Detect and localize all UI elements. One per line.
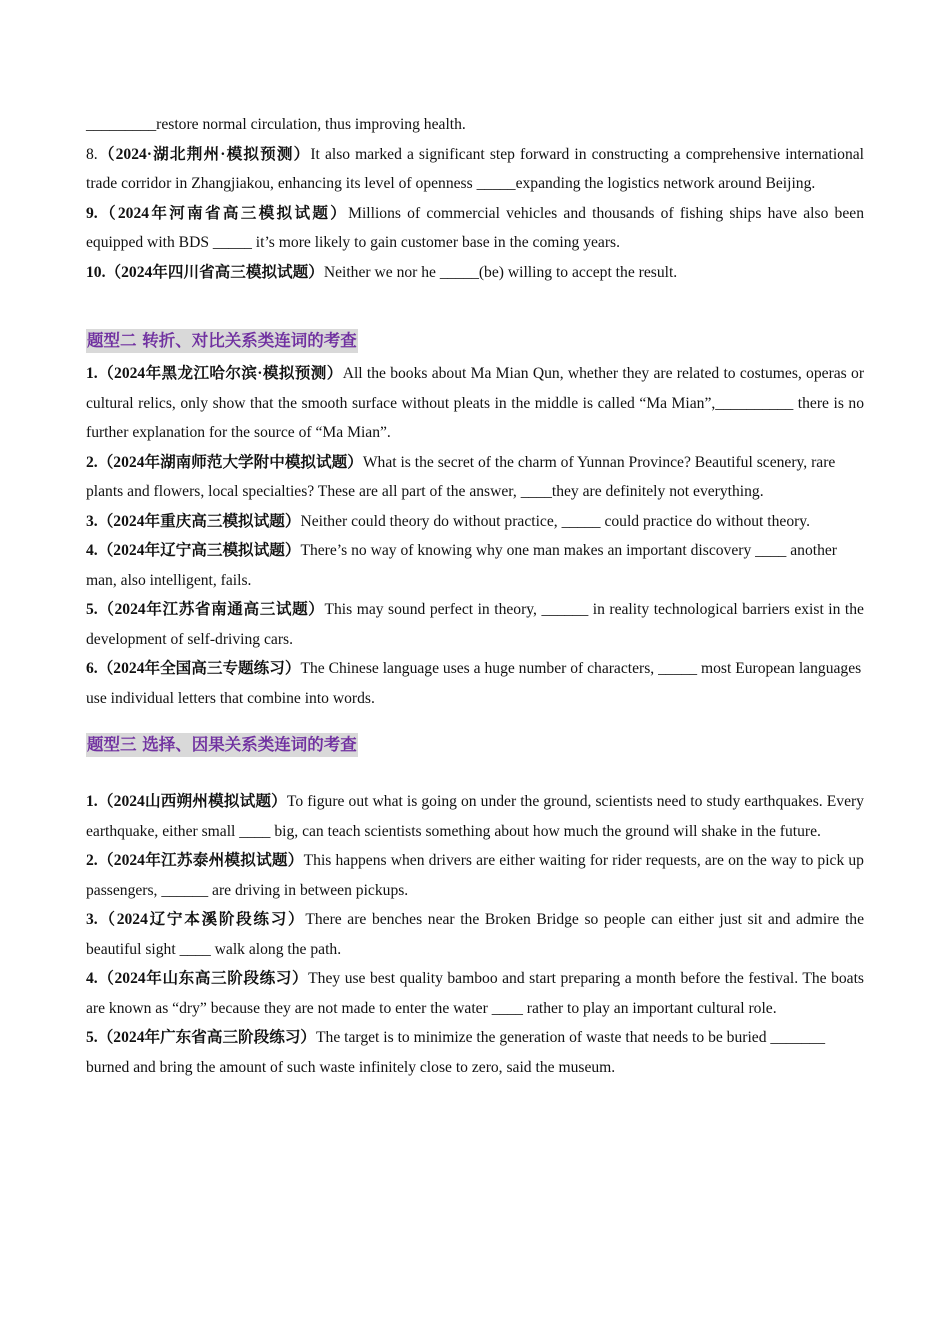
question-item — [86, 448, 864, 507]
question-item — [86, 964, 864, 1023]
question-item — [86, 905, 864, 964]
question-text: There are benches near the Broken Bridge so people can either just sit and admire the beautiful sight — [86, 911, 864, 958]
question-text: rather to play an important cultural role. — [522, 999, 777, 1017]
question-number: 4. — [86, 542, 98, 559]
question-source: （2024年河南省高三模拟试题） — [97, 204, 349, 222]
question-source: （2024年四川省高三模拟试题） — [105, 263, 324, 281]
answer-blank[interactable]: ____ — [239, 822, 271, 840]
question-text: The Chinese language uses a huge number of characters, — [300, 660, 659, 677]
question-source: （2024年全国高三专题练习） — [97, 660, 301, 677]
question-text: (be) willing to accept the result. — [478, 263, 678, 281]
answer-blank[interactable]: _____ — [476, 175, 516, 192]
question-number: 8. — [86, 145, 98, 163]
question-number: 5. — [86, 601, 98, 618]
answer-blank[interactable]: _____ — [561, 512, 601, 530]
answer-blank[interactable]: ____ — [179, 940, 211, 958]
answer-blank[interactable]: _______ — [770, 1029, 825, 1046]
question-number: 4. — [86, 970, 98, 987]
answer-blank[interactable]: ____ — [520, 483, 552, 500]
question-source: （2024·湖北荆州·模拟预测） — [97, 145, 311, 163]
question-text: burned and bring the amount of such waste infinitely close to zero, said the museum. — [86, 1058, 616, 1076]
question-item — [86, 536, 864, 595]
question-text: another man, also intelligent, fails. — [86, 542, 838, 589]
question-text: they are definitely not everything. — [551, 483, 764, 500]
question-number: 2. — [86, 453, 98, 471]
question-text: there is no further explanation for the source of “Ma Mian”. — [86, 394, 865, 441]
section-heading: 题型二 转折、对比关系类连词的考查 — [86, 329, 358, 353]
question-number: 6. — [86, 660, 98, 677]
question-number: 3. — [86, 911, 98, 928]
question-text: big, can teach scientists something about how much the ground will shake in the future. — [270, 822, 821, 840]
question-source: （2024年黑龙江哈尔滨·模拟预测） — [97, 365, 343, 382]
question-number: 5. — [86, 1029, 98, 1046]
section-heading: 题型三 选择、因果关系类连词的考查 — [86, 733, 358, 757]
question-text: It also marked a significant step forward in constructing a comprehensive international trade corridor in Zhangjiakou, enhancing its level of openness — [86, 145, 864, 192]
question-item — [86, 199, 864, 258]
page-content — [86, 110, 864, 1082]
question-number: 2. — [86, 852, 98, 869]
question-text: in reality technological barriers exist in the development of self-driving cars. — [86, 601, 864, 648]
question-number: 3. — [86, 512, 98, 530]
question-item — [86, 654, 864, 713]
question-item — [86, 787, 864, 846]
question-number: 9. — [86, 204, 98, 222]
question-text: expanding the logistics network around Beijing. — [515, 175, 816, 192]
question-source: （2024年广东省高三阶段练习） — [97, 1029, 317, 1046]
question-number: 10. — [86, 263, 106, 281]
answer-blank[interactable]: _____ — [658, 660, 698, 677]
question-text: This may sound perfect in theory, — [324, 601, 542, 618]
question-item — [86, 595, 864, 654]
question-source: （2024辽宁本溪阶段练习） — [97, 911, 306, 928]
question-text: restore normal circulation, thus improving health. — [156, 116, 466, 133]
answer-blank[interactable]: ____ — [755, 542, 787, 559]
question-source: （2024年山东高三阶段练习） — [97, 970, 309, 987]
answer-blank[interactable]: ______ — [161, 881, 209, 899]
question-text: it’s more likely to gain customer base in the coming years. — [251, 234, 621, 251]
question-text: could practice do without theory. — [600, 512, 810, 530]
answer-blank[interactable]: ____ — [491, 999, 523, 1017]
question-source: （2024年重庆高三模拟试题） — [97, 512, 301, 530]
question-text: To figure out what is going on under the ground, scientists need to study earthquakes. Every earthquake, either small — [86, 793, 864, 840]
question-item — [86, 140, 864, 199]
question-text: All the books about Ma Mian Qun, whether they are related to costumes, operas or cultural relics, only show that the smooth surface without pleats in the middle is called “Ma Mian”, — [86, 365, 865, 412]
continuation-line — [86, 110, 864, 140]
question-source: （2024年湖南师范大学附中模拟试题） — [97, 453, 363, 471]
question-item — [86, 258, 864, 288]
section-heading-wrapper — [86, 329, 864, 353]
question-item — [86, 507, 864, 537]
section-heading-wrapper — [86, 733, 864, 757]
question-text: Neither could theory do without practice, — [300, 512, 562, 530]
answer-blank[interactable]: _________ — [86, 116, 157, 133]
question-item — [86, 1023, 864, 1082]
question-number: 1. — [86, 793, 98, 810]
question-text: most European languages use individual letters that combine into words. — [86, 660, 862, 707]
answer-blank[interactable]: _____ — [439, 263, 479, 281]
question-text: They use best quality bamboo and start preparing a month before the festival. The boats are known as “dry” because they are not made to enter the water — [86, 970, 864, 1017]
question-text: What is the secret of the charm of Yunnan Province? Beautiful scenery, rare plants and flowers, local specialties? These are all part of the answer, — [86, 453, 836, 500]
answer-blank[interactable]: ______ — [541, 601, 589, 618]
question-item — [86, 846, 864, 905]
question-text: walk along the path. — [210, 940, 342, 958]
question-source: （2024年江苏泰州模拟试题） — [97, 852, 304, 869]
question-item — [86, 359, 864, 448]
question-source: （2024年江苏省南通高三试题） — [97, 601, 325, 618]
question-number: 1. — [86, 365, 98, 382]
question-text: There’s no way of knowing why one man makes an important discovery — [300, 542, 756, 559]
question-text: This happens when drivers are either waiting for rider requests, are on the way to pick up passengers, — [86, 852, 864, 899]
question-source: （2024山西朔州模拟试题） — [97, 793, 287, 810]
question-source: （2024年辽宁高三模拟试题） — [97, 542, 301, 559]
answer-blank[interactable]: __________ — [715, 394, 794, 412]
question-text: The target is to minimize the generation of waste that needs to be buried — [316, 1029, 771, 1046]
question-text: Neither we nor he — [323, 263, 440, 281]
question-text: are driving in between pickups. — [208, 881, 409, 899]
question-text: Millions of commercial vehicles and thousands of fishing ships have also been equipped with BDS — [86, 204, 864, 251]
answer-blank[interactable]: _____ — [212, 234, 252, 251]
